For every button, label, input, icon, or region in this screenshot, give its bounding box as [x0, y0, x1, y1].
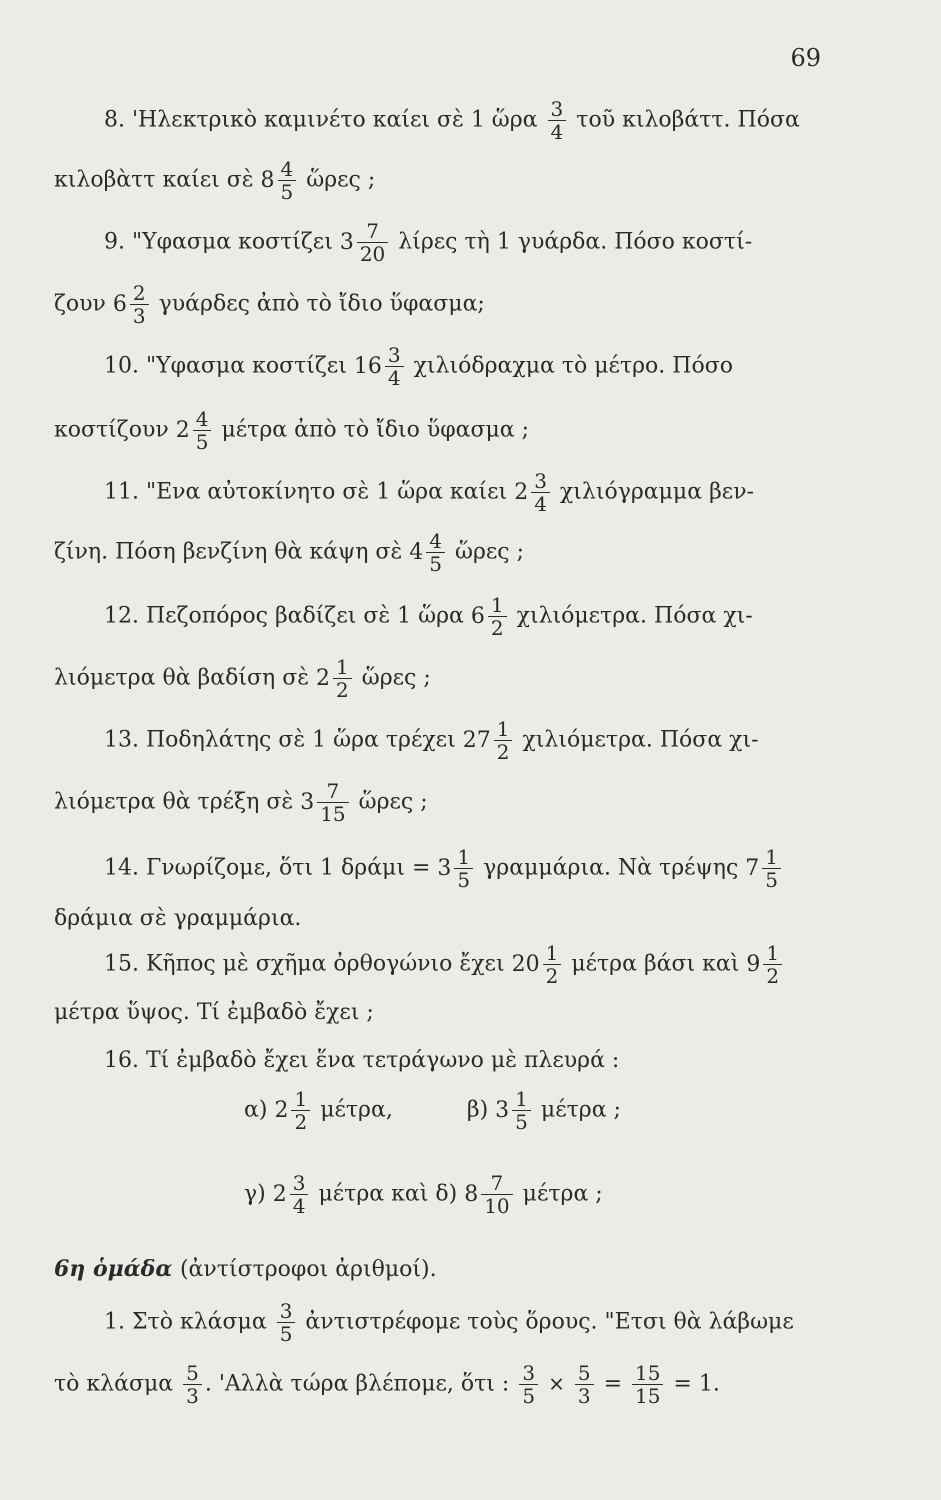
problem-text: λιόμετρα θὰ βαδίση σὲ	[54, 665, 310, 691]
problem-10-line-2	[54, 408, 529, 453]
section-problem-1-line-1	[104, 1300, 794, 1345]
option-text: μέτρα ;	[540, 1097, 621, 1123]
problem-number: 14.	[104, 855, 139, 881]
fraction: $\frac{5}{3}$	[183, 1362, 202, 1407]
mixed-number: 6 $\frac{1}{2}$	[471, 604, 510, 629]
problem-number: 10.	[104, 353, 139, 379]
mixed-number: 6 $\frac{2}{3}$	[113, 292, 152, 317]
problem-8-line-2	[54, 158, 375, 203]
mixed-number: 2 $\frac{1}{2}$	[316, 666, 355, 691]
fraction: $\frac{3}{5}$	[277, 1300, 296, 1345]
problem-text: . 'Αλλὰ τώρα βλέπομε, ὅτι :	[204, 1371, 510, 1397]
problem-12-line-2	[54, 656, 431, 701]
problem-16-options-ab	[244, 1088, 621, 1133]
problem-text: ὥρες ;	[358, 789, 428, 815]
problem-number: 9.	[104, 229, 125, 255]
problem-text: ἀντιστρέφομε τοὺς ὅρους. "Ετσι θὰ λάβωμε	[305, 1309, 794, 1335]
problem-text: ζίνη. Πόση βενζίνη θὰ κάψη σὲ	[54, 539, 403, 565]
problem-9-line-1	[104, 220, 752, 265]
option-label-c: γ)	[244, 1181, 266, 1207]
problem-text: Πεζοπόρος βαδίζει σὲ 1 ὥρα	[146, 603, 464, 629]
problem-text: ὥρες ;	[361, 665, 431, 691]
option-label-a: α)	[244, 1097, 268, 1123]
problem-number: 12.	[104, 603, 139, 629]
mixed-number: 2 $\frac{3}{4}$	[273, 1182, 312, 1207]
mixed-number: 3 $\frac{7}{20}$	[340, 230, 391, 255]
problem-11-line-2	[54, 530, 524, 575]
section-problem-1-line-2	[54, 1362, 720, 1407]
problem-text: μέτρα ὕψος. Τί ἐμβαδὸ ἔχει ;	[54, 1000, 374, 1025]
problem-text: ζουν	[54, 291, 106, 317]
option-text: μέτρα καὶ	[318, 1181, 429, 1207]
option-label-b: β)	[466, 1097, 489, 1123]
problem-text: δράμια σὲ γραμμάρια.	[54, 906, 302, 931]
problem-text: χιλιόδραχμα τὸ μέτρο. Πόσο	[413, 353, 733, 379]
mixed-number: 3 $\frac{1}{5}$	[437, 856, 476, 881]
fraction: $\frac{3}{4}$	[548, 98, 567, 143]
problem-text: μέτρα ἀπὸ τὸ ἴδιο ὕφασμα ;	[221, 417, 530, 443]
option-label-d: δ)	[435, 1181, 458, 1207]
section-subtitle: (ἀντίστροφοι ἀριθμοί).	[179, 1257, 437, 1282]
problem-number: 16.	[104, 1048, 139, 1073]
problem-16-options-cd	[244, 1172, 603, 1217]
problem-12-line-1	[104, 594, 753, 639]
problem-text: λίρες τὴ 1 γυάρδα. Πόσο κοστί-	[398, 229, 753, 255]
problem-13-line-1	[104, 718, 759, 763]
problem-text: "Ενα αὐτοκίνητο σὲ 1 ὥρα καίει	[146, 479, 508, 505]
section-title: 6η ὁμάδα	[54, 1256, 173, 1282]
problem-text: χιλιόγραμμα βεν-	[559, 479, 755, 505]
mixed-number: 8 $\frac{4}{5}$	[261, 168, 300, 193]
problem-text: Στὸ κλάσμα	[132, 1309, 267, 1335]
mixed-number: 2 $\frac{3}{4}$	[514, 480, 553, 505]
times-sign: ×	[548, 1371, 565, 1396]
problem-number: 8.	[104, 107, 125, 133]
mixed-number: 16 $\frac{3}{4}$	[354, 354, 407, 379]
page-number: 69	[790, 44, 821, 72]
equals-sign: =	[603, 1371, 622, 1397]
problem-text: χιλιόμετρα. Πόσα χι-	[516, 603, 753, 629]
problem-text: ὥρες ;	[306, 167, 376, 193]
section-heading	[54, 1256, 437, 1282]
mixed-number: 4 $\frac{4}{5}$	[409, 540, 448, 565]
problem-10-line-1	[104, 344, 733, 389]
problem-16-line-1	[104, 1048, 619, 1073]
mixed-number: 9 $\frac{1}{2}$	[746, 952, 785, 977]
problem-text: Γνωρίζομε, ὅτι 1 δράμι =	[146, 855, 431, 881]
fraction: $\frac{15}{15}$	[632, 1362, 663, 1407]
option-text: μέτρα ;	[522, 1181, 603, 1207]
problem-text: τοῦ κιλοβάττ. Πόσα	[576, 107, 800, 133]
mixed-number: 3 $\frac{1}{5}$	[495, 1098, 534, 1123]
mixed-number: 8 $\frac{7}{10}$	[464, 1182, 515, 1207]
problem-text: "Υφασμα κοστίζει	[132, 229, 333, 255]
problem-text: λιόμετρα θὰ τρέξη σὲ	[54, 789, 294, 815]
problem-text: κοστίζουν	[54, 417, 169, 443]
problem-14-line-1	[104, 846, 784, 891]
fraction: $\frac{5}{3}$	[575, 1362, 594, 1407]
problem-text: ὥρες ;	[455, 539, 524, 565]
problem-text: γραμμάρια. Νὰ τρέψης	[483, 855, 739, 881]
mixed-number: 3 $\frac{7}{15}$	[300, 790, 351, 815]
problem-14-line-2	[54, 906, 301, 931]
mixed-number: 2 $\frac{4}{5}$	[176, 418, 215, 443]
problem-15-line-2	[54, 1000, 374, 1025]
problem-text: κιλοβὰττ καίει σὲ	[54, 167, 254, 193]
problem-text: γυάρδες ἀπὸ τὸ ἴδιο ὕφασμα;	[158, 291, 485, 317]
mixed-number: 2 $\frac{1}{2}$	[274, 1098, 313, 1123]
problem-11-line-1	[104, 470, 754, 515]
problem-text: 'Ηλεκτρικὸ καμινέτο καίει σὲ 1 ὥρα	[132, 107, 538, 133]
problem-8-line-1	[104, 98, 800, 143]
problem-text: Κῆπος μὲ σχῆμα ὀρθογώνιο ἔχει	[146, 951, 505, 977]
equals-result: = 1.	[673, 1371, 720, 1397]
problem-number: 1.	[104, 1309, 125, 1335]
problem-13-line-2	[54, 780, 428, 825]
mixed-number: 20 $\frac{1}{2}$	[512, 952, 565, 977]
problem-text: μέτρα βάσι καὶ	[571, 951, 740, 977]
problem-text: "Υφασμα κοστίζει	[146, 353, 347, 379]
problem-number: 15.	[104, 951, 139, 977]
problem-text: χιλιόμετρα. Πόσα χι-	[522, 727, 759, 753]
problem-number: 13.	[104, 727, 139, 753]
fraction: $\frac{3}{5}$	[519, 1362, 538, 1407]
problem-text: τὸ κλάσμα	[54, 1371, 174, 1397]
mixed-number: 27 $\frac{1}{2}$	[463, 728, 516, 753]
problem-text: Ποδηλάτης σὲ 1 ὥρα τρέχει	[146, 727, 456, 753]
option-text: μέτρα,	[320, 1097, 393, 1123]
problem-9-line-2	[54, 282, 485, 327]
problem-15-line-1	[104, 942, 785, 987]
problem-text: Τί ἐμβαδὸ ἔχει ἕνα τετράγωνο μὲ πλευρά :	[146, 1048, 620, 1073]
mixed-number: 7 $\frac{1}{5}$	[745, 856, 784, 881]
problem-number: 11.	[104, 479, 139, 505]
